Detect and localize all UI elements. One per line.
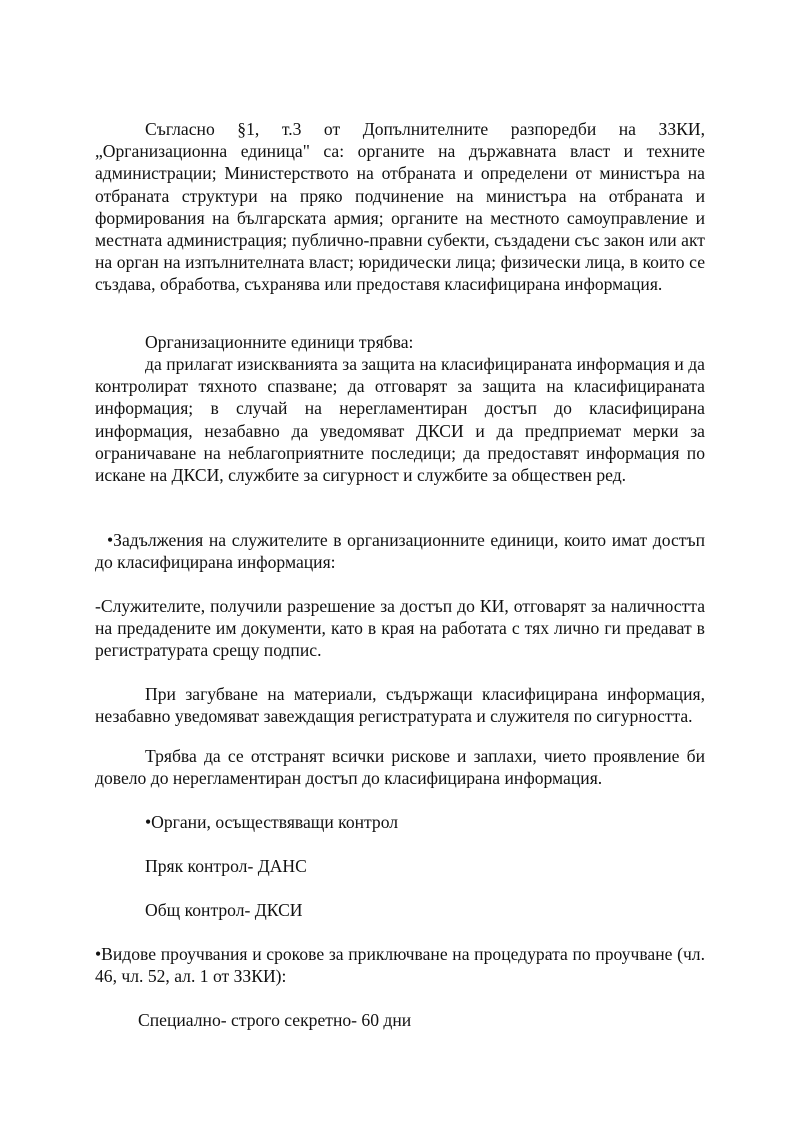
paragraph-clearance-types: •Видове проучвания и срокове за приключване на процедурата по проучване (чл. 46, чл. 52, ал. 1 от ЗЗКИ): [95,944,705,987]
paragraph-risks: Трябва да се отстранят всички рискове и заплахи, чието проявление би довело до нерегламентиран достъп до класифицирана информация. [95,746,705,789]
paragraph-top-secret-term: Специално- строго секретно- 60 дни [138,1010,412,1030]
paragraph-definition: Съгласно §1, т.3 от Допълнителните разпоредби на ЗЗКИ, „Организационна единица" са: органите на държавната власт и техните администрации; Министерството на отбраната и определени от министъра на отбраната структури на пряко подчинение на министъра на отбраната и формирования на българската армия; органите на местното самоуправление и местната администрация; публично-правни субекти, създадени със закон или акт на орган на изпълнителната власт; юридически лица; физически лица, в които се създава, обработва, съхранява или предоставя класифицирана информация. [95,119,705,295]
paragraph-employee-duties-heading: •Задължения на служителите в организационните единици, които имат достъп до класифицирана информация: [95,530,705,573]
paragraph-control-bodies: •Органи, осъществяващи контрол [145,812,399,832]
paragraph-general-control: Общ контрол- ДКСИ [145,900,303,920]
paragraph-employee-duties: -Служителите, получили разрешение за достъп до КИ, отговарят за наличността на предадените им документи, като в края на работата с тях лично ги предават в регистратурата срещу подпис. [95,596,705,661]
paragraph-direct-control: Пряк контрол- ДАНС [145,856,307,876]
paragraph-heading-units: Организационните единици трябва: [145,332,414,352]
paragraph-loss-of-materials: При загубване на материали, съдържащи класифицирана информация, незабавно уведомяват завеждащия регистратурата и служителя по сигурността. [95,684,705,727]
paragraph-units-duties: да прилагат изискванията за защита на класифицираната информация и да контролират тяхното спазване; да отговарят за защита на класифицираната информация; в случай на нерегламентиран достъп до класифицирана информация, незабавно да уведомяват ДКСИ и да предприемат мерки за ограничаване на неблагоприятните последици; да предоставят информация по искане на ДКСИ, службите за сигурност и службите за обществен ред. [95,354,705,486]
